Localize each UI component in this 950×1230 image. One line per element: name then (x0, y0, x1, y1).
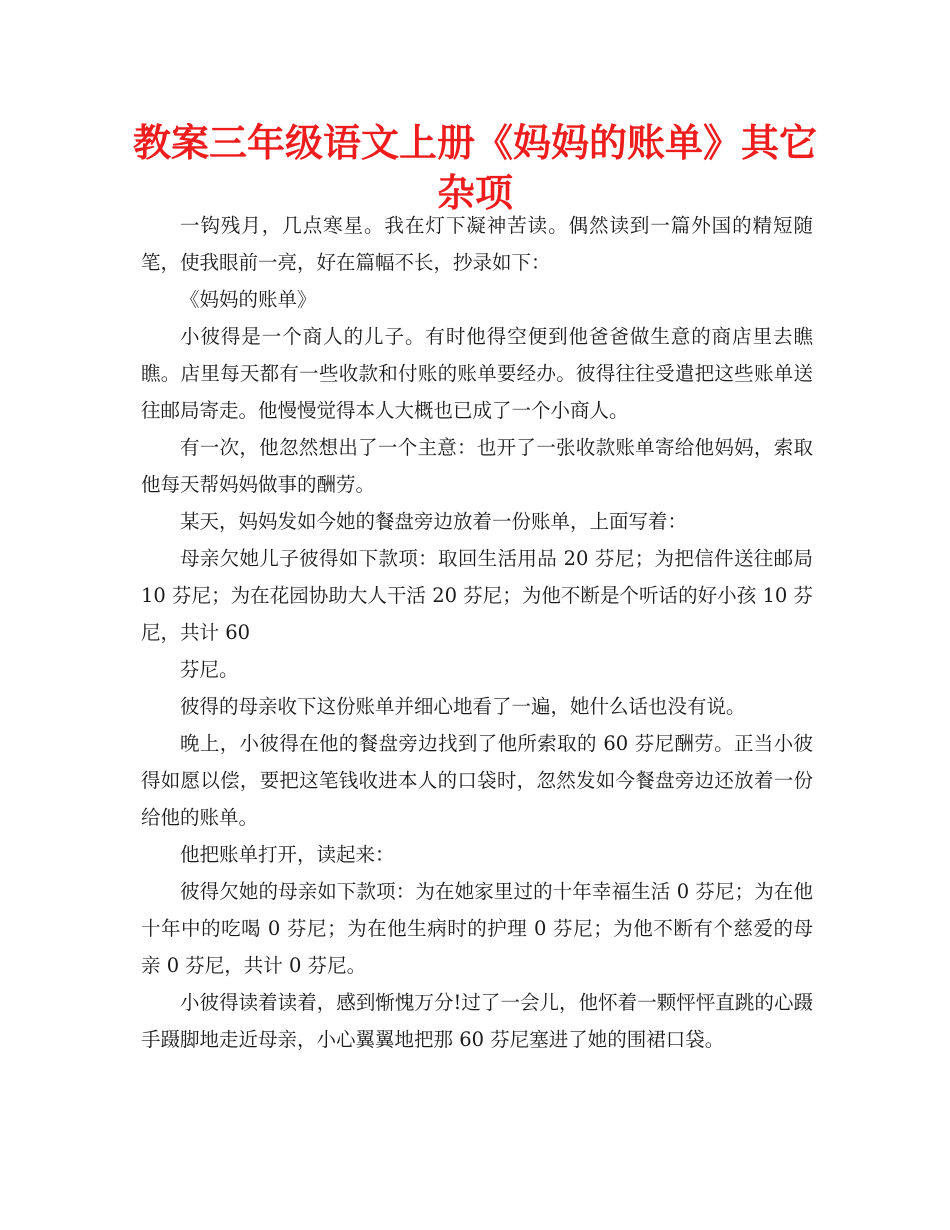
paragraph-peter-background: 小彼得是一个商人的儿子。有时他得空便到他爸爸做生意的商店里去瞧瞧。店里每天都有一些收款和付账的账单要经办。彼得往往受遣把这些账单送往邮局寄走。他慢慢觉得本人大概也已成了一个小商人。 (141, 325, 813, 422)
paragraph-peter-bill: 母亲欠她儿子彼得如下款项：取回生活用品 20 芬尼；为把信件送往邮局 10 芬尼；为在花园协助大人干活 20 芬尼；为他不断是个听话的好小孩 10 芬尼，共计 60 (141, 547, 813, 644)
paragraph-evening: 晚上，小彼得在他的餐盘旁边找到了他所索取的 60 芬尼酬劳。正当小彼得如愿以偿，要把这笔钱收进本人的口袋时，忽然发如今餐盘旁边还放着一份给他的账单。 (141, 732, 813, 829)
paragraph-mother-bill: 彼得欠她的母亲如下款项：为在她家里过的十年幸福生活 0 芬尼；为在他十年中的吃喝 0 芬尼；为在他生病时的护理 0 芬尼；为他不断有个慈爱的母亲 0 芬尼，共计 0 芬尼。 (141, 880, 813, 977)
paragraph-opens-bill: 他把账单打开，读起来： (180, 843, 395, 866)
paragraph-mother-finds-bill: 某天，妈妈发如今她的餐盘旁边放着一份账单，上面写着： (180, 510, 688, 533)
paragraph-essay-title: 《妈妈的账单》 (180, 288, 317, 311)
paragraph-ending: 小彼得读着读着，感到惭愧万分!过了一会儿，他怀着一颗怦怦直跳的心蹑手蹑脚地走近母亲，小心翼翼地把那 60 芬尼塞进了她的围裙口袋。 (141, 991, 813, 1051)
document-title: 教案三年级语文上册《妈妈的账单》其它杂项 (132, 121, 817, 215)
paragraph-mother-reads: 彼得的母亲收下这份账单并细心地看了一遍，她什么话也没有说。 (180, 695, 746, 718)
paragraph-peter-bill-end: 芬尼。 (180, 658, 239, 681)
paragraph-intro: 一钩残月，几点寒星。我在灯下凝神苦读。偶然读到一篇外国的精短随笔，使我眼前一亮，好在篇幅不长，抄录如下： (141, 214, 813, 274)
paragraph-idea: 有一次，他忽然想出了一个主意：也开了一张收款账单寄给他妈妈，索取他每天帮妈妈做事的酬劳。 (141, 436, 813, 496)
document-body (141, 207, 813, 1058)
